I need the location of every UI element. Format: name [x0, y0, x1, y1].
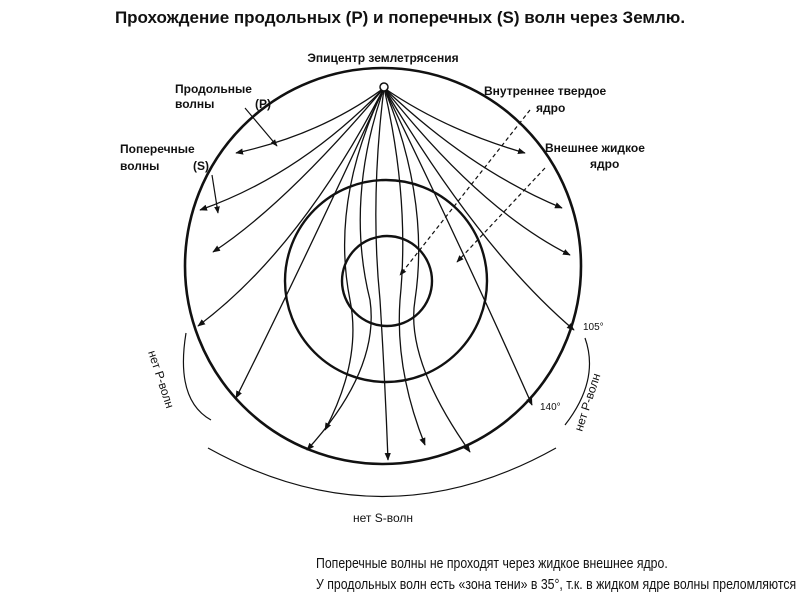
pointer-lines	[212, 108, 545, 275]
ray	[384, 88, 532, 405]
s-waves-label-line2: волны	[120, 159, 160, 173]
ray	[325, 88, 384, 430]
caption-line-1: Поперечные волны не проходят через жидкое внешнее ядро.	[316, 555, 668, 572]
outer-core-circle	[285, 180, 487, 382]
no-s-waves-label: нет S-волн	[352, 511, 414, 525]
caption-line-2: У продольных волн есть «зона тени» в 35°, т.к. в жидком ядре волны преломляются	[316, 576, 797, 593]
s-waves-label-line1: Поперечные	[120, 142, 195, 156]
ray	[198, 88, 384, 326]
p-waves-label-line2: волны	[175, 97, 215, 111]
ray	[384, 88, 574, 330]
page-title: Прохождение продольных (Р) и поперечных (S) волн через Землю.	[114, 8, 686, 27]
outer-core-label-line1: Внешнее жидкое	[545, 141, 645, 155]
inner-core-label-line1: Внутреннее твердое	[484, 84, 607, 98]
ray	[384, 88, 470, 452]
wave-rays	[198, 88, 574, 460]
p-waves-code: (Р)	[255, 97, 271, 111]
s-waves-code: (S)	[193, 159, 209, 173]
outer-core-label-line2: ядро	[590, 157, 620, 171]
caption	[316, 553, 796, 595]
epicenter-label: Эпицентр землетрясения	[307, 51, 459, 65]
angle-105-label: 105°	[583, 322, 604, 333]
no-p-waves-left-label: нет Р-волн	[145, 348, 178, 411]
no-p-waves-right-label: нет Р-волн	[571, 371, 604, 433]
p-waves-label-line1: Продольные	[175, 82, 252, 96]
ray	[376, 88, 388, 460]
inner-core-label-line2: ядро	[536, 101, 566, 115]
earth-mantle-circle	[185, 68, 581, 464]
angle-140-label: 140°	[540, 402, 561, 413]
epicenter-point	[380, 83, 388, 91]
